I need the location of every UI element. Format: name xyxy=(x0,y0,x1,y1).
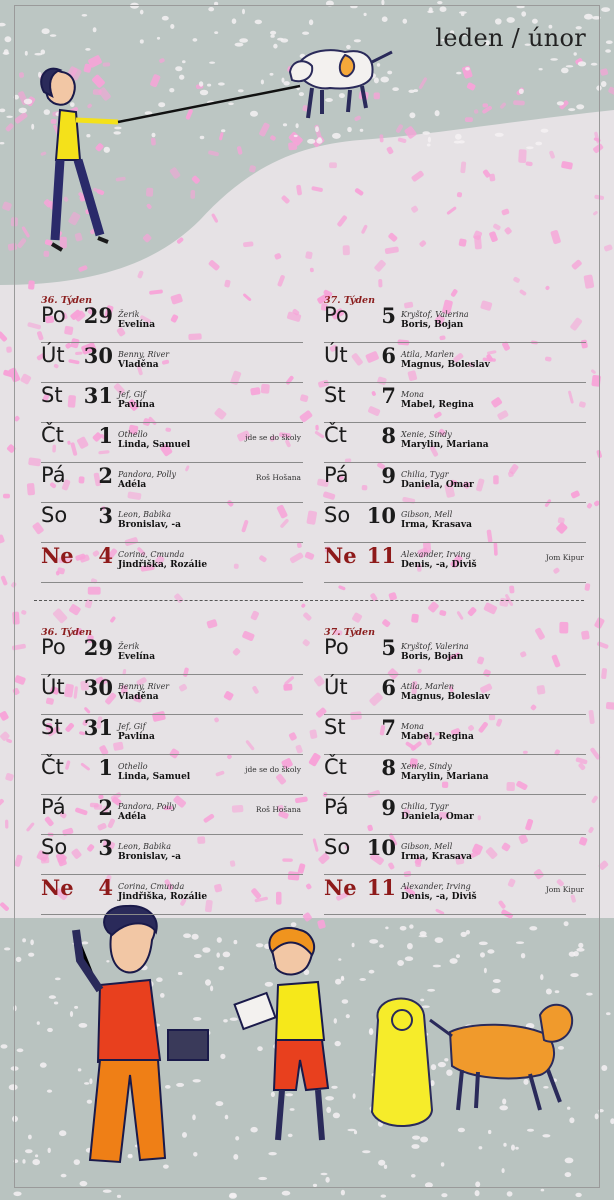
day-row xyxy=(324,422,586,463)
major-names: Jindřiška, Rozálie xyxy=(118,892,208,902)
week-label: 37. Týden xyxy=(324,295,375,306)
day-row xyxy=(324,674,586,715)
day-row xyxy=(324,794,586,835)
day-number: 10 xyxy=(366,835,396,860)
name-days xyxy=(401,841,472,863)
day-row xyxy=(324,714,586,755)
day-row xyxy=(324,342,586,383)
day-number: 31 xyxy=(83,383,113,408)
day-number: 11 xyxy=(366,543,396,568)
day-row xyxy=(324,634,586,675)
minor-names: Leon, Babika xyxy=(118,510,172,519)
major-names: Irma, Krasava xyxy=(401,852,472,862)
minor-names: Gibson, Mell xyxy=(401,842,453,851)
day-number: 4 xyxy=(98,875,113,900)
day-row xyxy=(41,714,303,755)
day-name: Pá xyxy=(41,463,66,487)
day-number: 29 xyxy=(83,635,113,660)
day-row xyxy=(324,302,586,343)
name-days xyxy=(118,721,155,743)
day-row xyxy=(41,342,303,383)
name-days xyxy=(401,761,489,783)
major-names: Mabel, Regina xyxy=(401,400,474,410)
day-name: Čt xyxy=(324,755,347,779)
minor-names: Gibson, Mell xyxy=(401,510,453,519)
day-name: Út xyxy=(41,343,65,367)
holiday-note: jde se do školy xyxy=(245,765,301,774)
name-days xyxy=(401,389,474,411)
day-number: 1 xyxy=(98,423,113,448)
day-name: Čt xyxy=(324,423,347,447)
day-row xyxy=(41,834,303,875)
day-name: Út xyxy=(324,675,348,699)
name-days xyxy=(118,681,169,703)
major-names: Boris, Bojan xyxy=(401,652,464,662)
week-label: 36. Týden xyxy=(41,295,92,306)
day-name: Po xyxy=(41,635,66,659)
day-row xyxy=(41,462,303,503)
name-days xyxy=(118,469,176,491)
minor-names: Atila, Marlen xyxy=(401,682,455,691)
day-row xyxy=(41,302,303,343)
day-name: Pá xyxy=(324,463,349,487)
minor-names: Mona xyxy=(401,722,424,731)
day-name: Po xyxy=(324,303,349,327)
name-days xyxy=(401,429,489,451)
day-name: So xyxy=(324,503,351,527)
day-number: 8 xyxy=(381,423,396,448)
major-names: Magnus, Boleslav xyxy=(401,692,490,702)
name-days xyxy=(401,309,469,331)
minor-names: Pandora, Polly xyxy=(118,802,177,811)
name-days xyxy=(118,761,190,783)
minor-names: Atila, Marlen xyxy=(401,350,455,359)
major-names: Boris, Bojan xyxy=(401,320,464,330)
minor-names: Xenie, Sindy xyxy=(401,430,452,439)
day-row xyxy=(41,674,303,715)
month-title: leden / únor xyxy=(435,24,586,52)
minor-names: Alexander, Irving xyxy=(401,550,471,559)
major-names: Linda, Samuel xyxy=(118,772,191,782)
day-number: 2 xyxy=(98,795,113,820)
day-number: 31 xyxy=(83,715,113,740)
minor-names: Žerik xyxy=(118,310,140,319)
name-days xyxy=(118,881,207,903)
name-days xyxy=(401,549,477,571)
minor-names: Mona xyxy=(401,390,424,399)
week-label: 37. Týden xyxy=(324,627,375,638)
day-number: 4 xyxy=(98,543,113,568)
day-name: Út xyxy=(324,343,348,367)
day-row xyxy=(41,874,303,915)
major-names: Daniela, Omar xyxy=(401,812,474,822)
day-name: So xyxy=(41,503,68,527)
minor-names: Chilia, Tygr xyxy=(401,470,449,479)
name-days xyxy=(401,509,472,531)
name-days xyxy=(118,509,181,531)
name-days xyxy=(118,309,155,331)
major-names: Evelína xyxy=(118,652,156,662)
minor-names: Kryštof, Valerina xyxy=(401,310,469,319)
day-name: Po xyxy=(41,303,66,327)
minor-names: Jef, Gif xyxy=(118,722,146,731)
day-row xyxy=(41,754,303,795)
holiday-note: Roš Hošana xyxy=(255,473,301,482)
day-name: St xyxy=(324,715,346,739)
minor-names: Jef, Gif xyxy=(118,390,146,399)
day-row xyxy=(324,462,586,503)
day-number: 30 xyxy=(83,343,113,368)
major-names: Bronislav, -a xyxy=(118,852,181,862)
minor-names: Corina, Cmunda xyxy=(118,882,185,891)
name-days xyxy=(401,349,490,371)
day-row xyxy=(41,794,303,835)
day-number: 6 xyxy=(381,675,396,700)
major-names: Vladěna xyxy=(118,360,159,370)
day-row xyxy=(41,382,303,423)
major-names: Denis, -a, Diviš xyxy=(401,560,477,570)
day-number: 9 xyxy=(381,795,396,820)
holiday-note: jde se do školy xyxy=(245,433,301,442)
day-row xyxy=(41,634,303,675)
day-number: 8 xyxy=(381,755,396,780)
name-days xyxy=(401,469,474,491)
minor-names: Chilia, Tygr xyxy=(401,802,449,811)
day-name: Ne xyxy=(41,875,74,900)
week-label: 36. Týden xyxy=(41,627,92,638)
name-days xyxy=(118,389,155,411)
day-row xyxy=(324,754,586,795)
name-days xyxy=(401,681,490,703)
day-row xyxy=(324,502,586,543)
minor-names: Othello xyxy=(118,430,148,439)
day-name: So xyxy=(41,835,68,859)
major-names: Marylin, Mariana xyxy=(401,772,489,782)
minor-names: Xenie, Sindy xyxy=(401,762,452,771)
minor-names: Benny, River xyxy=(118,682,170,691)
day-number: 1 xyxy=(98,755,113,780)
minor-names: Corina, Cmunda xyxy=(118,550,185,559)
day-number: 6 xyxy=(381,343,396,368)
backpack-illustration xyxy=(372,999,432,1126)
major-names: Irma, Krasava xyxy=(401,520,472,530)
major-names: Magnus, Boleslav xyxy=(401,360,490,370)
minor-names: Othello xyxy=(118,762,148,771)
name-days xyxy=(401,641,469,663)
day-name: Po xyxy=(324,635,349,659)
day-number: 29 xyxy=(83,303,113,328)
day-number: 7 xyxy=(381,383,396,408)
holiday-note: Jom Kipur xyxy=(545,885,584,894)
day-name: Ne xyxy=(41,543,74,568)
minor-names: Žerik xyxy=(118,642,140,651)
major-names: Linda, Samuel xyxy=(118,440,191,450)
major-names: Mabel, Regina xyxy=(401,732,474,742)
major-names: Bronislav, -a xyxy=(118,520,181,530)
day-name: So xyxy=(324,835,351,859)
major-names: Vladěna xyxy=(118,692,159,702)
name-days xyxy=(118,549,207,571)
holiday-note: Roš Hošana xyxy=(255,805,301,814)
name-days xyxy=(401,801,474,823)
minor-names: Pandora, Polly xyxy=(118,470,177,479)
major-names: Adéla xyxy=(118,480,147,490)
day-number: 7 xyxy=(381,715,396,740)
day-row xyxy=(324,542,586,583)
name-days xyxy=(118,841,181,863)
minor-names: Kryštof, Valerina xyxy=(401,642,469,651)
day-row xyxy=(324,834,586,875)
major-names: Daniela, Omar xyxy=(401,480,474,490)
day-name: St xyxy=(41,383,63,407)
name-days xyxy=(401,881,477,903)
minor-names: Leon, Babika xyxy=(118,842,172,851)
major-names: Denis, -a, Diviš xyxy=(401,892,477,902)
name-days xyxy=(118,429,190,451)
day-row xyxy=(41,422,303,463)
day-name: Čt xyxy=(41,423,64,447)
name-days xyxy=(118,801,176,823)
day-row xyxy=(41,542,303,583)
day-number: 3 xyxy=(98,835,113,860)
day-number: 5 xyxy=(381,635,396,660)
name-days xyxy=(118,641,155,663)
major-names: Adéla xyxy=(118,812,147,822)
day-name: Pá xyxy=(324,795,349,819)
day-row xyxy=(324,874,586,915)
major-names: Evelína xyxy=(118,320,156,330)
day-row xyxy=(41,502,303,543)
name-days xyxy=(401,721,474,743)
day-name: Ne xyxy=(324,875,357,900)
name-days xyxy=(118,349,169,371)
day-name: Pá xyxy=(41,795,66,819)
minor-names: Alexander, Irving xyxy=(401,882,471,891)
day-number: 2 xyxy=(98,463,113,488)
day-number: 10 xyxy=(366,503,396,528)
major-names: Pavlína xyxy=(118,732,155,742)
day-name: St xyxy=(41,715,63,739)
day-row xyxy=(324,382,586,423)
major-names: Pavlína xyxy=(118,400,155,410)
day-number: 5 xyxy=(381,303,396,328)
holiday-note: Jom Kipur xyxy=(545,553,584,562)
minor-names: Benny, River xyxy=(118,350,170,359)
day-number: 30 xyxy=(83,675,113,700)
major-names: Jindřiška, Rozálie xyxy=(118,560,208,570)
day-name: Út xyxy=(41,675,65,699)
major-names: Marylin, Mariana xyxy=(401,440,489,450)
day-name: Čt xyxy=(41,755,64,779)
day-name: Ne xyxy=(324,543,357,568)
day-number: 11 xyxy=(366,875,396,900)
cut-line-divider xyxy=(34,600,584,601)
day-name: St xyxy=(324,383,346,407)
day-number: 3 xyxy=(98,503,113,528)
day-number: 9 xyxy=(381,463,396,488)
